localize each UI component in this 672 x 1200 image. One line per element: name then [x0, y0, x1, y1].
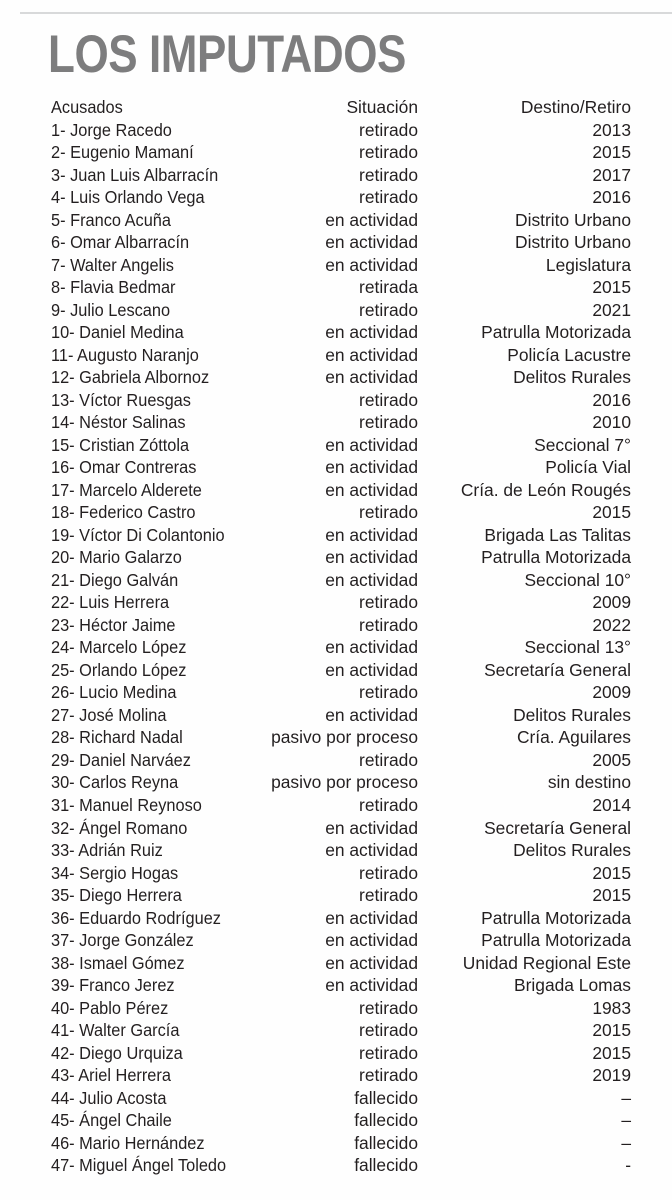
table-row — [0, 974, 672, 997]
cell-index: 9- — [51, 299, 66, 320]
cell-situation: en actividad — [325, 907, 418, 928]
cell-situation: retirado — [359, 997, 418, 1018]
cell-accused-name: Pablo Pérez — [79, 997, 169, 1018]
cell-index: 24- — [51, 637, 75, 658]
cell-index: 29- — [51, 749, 75, 770]
cell-accused-name: Luis Orlando Vega — [70, 187, 205, 208]
cell-destination: Patrulla Motorizada — [481, 547, 631, 568]
table-row — [0, 794, 672, 817]
table-row — [0, 456, 672, 479]
cell-situation: retirado — [359, 389, 418, 410]
cell-accused-name: Eugenio Mamaní — [70, 142, 194, 163]
cell-situation: fallecido — [354, 1132, 418, 1153]
cell-situation: en actividad — [325, 457, 418, 478]
table-row — [0, 569, 672, 592]
table-row — [0, 366, 672, 389]
cell-situation: retirado — [359, 412, 418, 433]
cell-accused-name: Víctor Ruesgas — [79, 389, 191, 410]
cell-accused-name: José Molina — [79, 704, 167, 725]
table-row — [0, 997, 672, 1020]
cell-situation: en actividad — [325, 322, 418, 343]
cell-accused-name: Ángel Romano — [79, 817, 188, 838]
cell-accused-name: Walter Angelis — [70, 254, 174, 275]
cell-destination: Legislatura — [545, 254, 631, 275]
cell-accused-name: Jorge Racedo — [70, 119, 172, 140]
cell-situation: en actividad — [325, 367, 418, 388]
cell-destination: Patrulla Motorizada — [481, 322, 631, 343]
cell-destination: Patrulla Motorizada — [481, 930, 631, 951]
table-row — [0, 344, 672, 367]
table-row — [0, 1132, 672, 1155]
table-row — [0, 389, 672, 412]
table-row — [0, 164, 672, 187]
table-row — [0, 726, 672, 749]
cell-destination: Brigada Las Talitas — [484, 524, 631, 545]
cell-accused-name: Marcelo Alderete — [79, 479, 202, 500]
cell-accused-name: Diego Urquiza — [79, 1042, 183, 1063]
table-row — [0, 299, 672, 322]
cell-accused-name: Julio Lescano — [70, 299, 171, 320]
cell-destination: Policía Lacustre — [507, 344, 631, 365]
cell-destination: Distrito Urbano — [515, 209, 631, 230]
cell-situation: retirado — [359, 749, 418, 770]
cell-situation: en actividad — [325, 232, 418, 253]
cell-index: 34- — [51, 862, 75, 883]
cell-index: 25- — [51, 659, 75, 680]
cell-index: 4- — [51, 187, 66, 208]
cell-situation: retirada — [359, 277, 418, 298]
cell-destination: 2015 — [592, 885, 631, 906]
cell-index: 31- — [51, 794, 75, 815]
cell-destination: 2015 — [592, 1042, 631, 1063]
cell-accused-name: Augusto Naranjo — [77, 344, 199, 365]
table-row — [0, 952, 672, 975]
cell-accused-name: Omar Contreras — [79, 457, 197, 478]
cell-situation: en actividad — [325, 930, 418, 951]
cell-destination: 2016 — [592, 389, 631, 410]
table-row — [0, 681, 672, 704]
table-row — [0, 749, 672, 772]
cell-accused-name: Daniel Narváez — [79, 749, 191, 770]
cell-index: 10- — [51, 322, 75, 343]
cell-destination: Delitos Rurales — [513, 840, 631, 861]
table-row — [0, 479, 672, 502]
table-row — [0, 659, 672, 682]
cell-index: 28- — [51, 727, 75, 748]
cell-accused-name: Marcelo López — [79, 637, 187, 658]
table-row — [0, 501, 672, 524]
cell-destination: – — [621, 1132, 631, 1153]
table-body — [0, 119, 672, 1177]
cell-accused-name: Ariel Herrera — [78, 1065, 171, 1086]
cell-situation: retirado — [359, 502, 418, 523]
table-row — [0, 1154, 672, 1177]
cell-destination: sin destino — [547, 772, 631, 793]
cell-situation: en actividad — [325, 254, 418, 275]
cell-accused-name: Mario Hernández — [79, 1132, 205, 1153]
cell-destination: 2016 — [592, 187, 631, 208]
cell-accused-name: Jorge González — [79, 930, 194, 951]
cell-destination: Cría. de León Rougés — [460, 479, 631, 500]
cell-situation: en actividad — [325, 479, 418, 500]
table-row — [0, 411, 672, 434]
cell-destination: 2005 — [592, 749, 631, 770]
cell-destination: 2022 — [592, 614, 631, 635]
cell-index: 41- — [51, 1020, 75, 1041]
cell-destination: Seccional 7° — [534, 434, 631, 455]
cell-situation: fallecido — [354, 1110, 418, 1131]
cell-accused-name: Ángel Chaile — [79, 1110, 172, 1131]
cell-index: 37- — [51, 930, 75, 951]
cell-situation: retirado — [359, 682, 418, 703]
cell-index: 30- — [51, 772, 75, 793]
table-row — [0, 524, 672, 547]
cell-situation: en actividad — [325, 840, 418, 861]
cell-index: 26- — [51, 682, 75, 703]
cell-index: 38- — [51, 952, 75, 973]
cell-situation: en actividad — [325, 952, 418, 973]
cell-index: 43- — [51, 1065, 75, 1086]
cell-index: 12- — [51, 367, 75, 388]
cell-accused-name: Walter García — [79, 1020, 180, 1041]
table-row — [0, 276, 672, 299]
cell-destination: Distrito Urbano — [515, 232, 631, 253]
table-row — [0, 839, 672, 862]
cell-index: 40- — [51, 997, 75, 1018]
cell-accused-name: Gabriela Albornoz — [79, 367, 210, 388]
cell-accused-name: Luis Herrera — [79, 592, 170, 613]
cell-index: 11- — [51, 344, 74, 365]
cell-destination: Delitos Rurales — [513, 704, 631, 725]
table-row — [0, 771, 672, 794]
cell-accused-name: Ismael Gómez — [79, 952, 185, 973]
cell-accused-name: Héctor Jaime — [79, 614, 176, 635]
table-row — [0, 1109, 672, 1132]
cell-destination: – — [621, 1110, 631, 1131]
cell-situation: en actividad — [325, 209, 418, 230]
cell-situation: en actividad — [325, 659, 418, 680]
table-row — [0, 546, 672, 569]
cell-accused-name: Orlando López — [79, 659, 187, 680]
cell-destination: Brigada Lomas — [514, 975, 631, 996]
cell-destination: 2013 — [592, 119, 631, 140]
cell-accused-name: Víctor Di Colantonio — [79, 524, 225, 545]
cell-index: 45- — [51, 1110, 75, 1131]
cell-index: 46- — [51, 1132, 75, 1153]
cell-index: 15- — [51, 434, 75, 455]
cell-situation: en actividad — [325, 434, 418, 455]
cell-accused-name: Cristian Zóttola — [79, 434, 190, 455]
cell-situation: retirado — [359, 862, 418, 883]
cell-accused-name: Diego Galván — [79, 569, 179, 590]
cell-situation: en actividad — [325, 344, 418, 365]
cell-situation: pasivo por proceso — [271, 727, 418, 748]
cell-accused-name: Daniel Medina — [79, 322, 184, 343]
table-row — [0, 929, 672, 952]
cell-index: 2- — [51, 142, 66, 163]
cell-destination: Cría. Aguilares — [516, 727, 631, 748]
cell-situation: retirado — [359, 119, 418, 140]
cell-situation: en actividad — [325, 637, 418, 658]
cell-index: 47- — [51, 1155, 75, 1176]
cell-index: 22- — [51, 592, 75, 613]
cell-index: 17- — [51, 479, 75, 500]
cell-situation: retirado — [359, 164, 418, 185]
cell-destination: 1983 — [592, 997, 631, 1018]
cell-destination: 2015 — [592, 1020, 631, 1041]
table-row — [0, 1087, 672, 1110]
cell-index: 42- — [51, 1042, 75, 1063]
cell-accused-name: Eduardo Rodríguez — [79, 907, 221, 928]
cell-destination: Delitos Rurales — [513, 367, 631, 388]
cell-index: 7- — [51, 254, 66, 275]
cell-accused-name: Franco Jerez — [79, 975, 175, 996]
cell-destination: Patrulla Motorizada — [481, 907, 631, 928]
cell-destination: 2015 — [592, 862, 631, 883]
column-header-destination: Destino/Retiro — [520, 97, 631, 117]
cell-accused-name: Federico Castro — [79, 502, 196, 523]
cell-index: 18- — [51, 502, 75, 523]
table-row — [0, 141, 672, 164]
table-row — [0, 636, 672, 659]
column-header-situation: Situación — [346, 97, 418, 117]
table-row — [0, 862, 672, 885]
cell-destination: – — [621, 1087, 631, 1108]
cell-index: 5- — [51, 209, 66, 230]
table-row — [0, 614, 672, 637]
cell-accused-name: Miguel Ángel Toledo — [79, 1155, 227, 1176]
cell-accused-name: Manuel Reynoso — [79, 794, 202, 815]
table-row — [0, 209, 672, 232]
cell-index: 6- — [51, 232, 66, 253]
cell-accused-name: Mario Galarzo — [79, 547, 182, 568]
cell-index: 8- — [51, 277, 66, 298]
table-row — [0, 907, 672, 930]
cell-index: 16- — [51, 457, 75, 478]
cell-index: 21- — [51, 569, 75, 590]
cell-accused-name: Omar Albarracín — [70, 232, 190, 253]
cell-index: 35- — [51, 885, 75, 906]
cell-situation: retirado — [359, 142, 418, 163]
cell-situation: en actividad — [325, 569, 418, 590]
cell-situation: retirado — [359, 1042, 418, 1063]
cell-situation: en actividad — [325, 817, 418, 838]
cell-destination: 2015 — [592, 502, 631, 523]
cell-situation: en actividad — [325, 704, 418, 725]
table-row — [0, 254, 672, 277]
cell-situation: fallecido — [354, 1155, 418, 1176]
cell-accused-name: Flavia Bedmar — [70, 277, 176, 298]
table-row — [0, 884, 672, 907]
cell-destination: Policía Vial — [545, 457, 631, 478]
cell-situation: en actividad — [325, 975, 418, 996]
cell-situation: fallecido — [354, 1087, 418, 1108]
table-row — [0, 231, 672, 254]
table-row — [0, 119, 672, 142]
cell-index: 1- — [51, 119, 66, 140]
cell-index: 23- — [51, 614, 75, 635]
table-row — [0, 186, 672, 209]
cell-destination: 2010 — [592, 412, 631, 433]
cell-destination: 2015 — [592, 277, 631, 298]
cell-situation: retirado — [359, 1020, 418, 1041]
table-row — [0, 321, 672, 344]
cell-accused-name: Richard Nadal — [79, 727, 183, 748]
cell-destination: Unidad Regional Este — [462, 952, 631, 973]
page-title: LOS IMPUTADOS — [48, 25, 406, 84]
cell-situation: retirado — [359, 187, 418, 208]
cell-accused-name: Julio Acosta — [79, 1087, 167, 1108]
accused-table — [0, 96, 672, 1177]
table-row — [0, 817, 672, 840]
cell-destination: Seccional 13° — [524, 637, 631, 658]
cell-index: 36- — [51, 907, 75, 928]
cell-destination: 2009 — [592, 682, 631, 703]
table-row — [0, 1019, 672, 1042]
cell-accused-name: Néstor Salinas — [79, 412, 186, 433]
cell-destination: 2015 — [592, 142, 631, 163]
cell-accused-name: Adrián Ruiz — [78, 840, 163, 861]
cell-index: 39- — [51, 975, 75, 996]
cell-accused-name: Juan Luis Albarracín — [70, 164, 219, 185]
cell-situation: retirado — [359, 794, 418, 815]
cell-index: 33- — [51, 840, 75, 861]
cell-destination: Secretaría General — [484, 817, 631, 838]
cell-index: 20- — [51, 547, 75, 568]
cell-destination: 2009 — [592, 592, 631, 613]
cell-index: 14- — [51, 412, 75, 433]
cell-situation: en actividad — [325, 524, 418, 545]
top-divider-rule — [20, 12, 672, 14]
cell-destination: 2017 — [592, 164, 631, 185]
cell-accused-name: Carlos Reyna — [79, 772, 179, 793]
table-row — [0, 591, 672, 614]
table-header-row — [0, 96, 672, 119]
cell-destination: 2014 — [592, 794, 631, 815]
table-row — [0, 704, 672, 727]
cell-situation: retirado — [359, 1065, 418, 1086]
cell-index: 32- — [51, 817, 75, 838]
cell-destination: - — [625, 1155, 631, 1176]
table-row — [0, 1042, 672, 1065]
cell-accused-name: Franco Acuña — [70, 209, 171, 230]
cell-index: 3- — [51, 164, 66, 185]
column-header-accused: Acusados — [51, 97, 123, 117]
cell-accused-name: Diego Herrera — [79, 885, 182, 906]
cell-situation: retirado — [359, 885, 418, 906]
cell-index: 27- — [51, 704, 75, 725]
cell-accused-name: Sergio Hogas — [79, 862, 179, 883]
cell-situation: retirado — [359, 614, 418, 635]
cell-destination: 2019 — [592, 1065, 631, 1086]
cell-situation: retirado — [359, 299, 418, 320]
cell-destination: Seccional 10° — [524, 569, 631, 590]
cell-destination: 2021 — [592, 299, 631, 320]
cell-situation: en actividad — [325, 547, 418, 568]
cell-index: 44- — [51, 1087, 75, 1108]
cell-index: 19- — [51, 524, 75, 545]
cell-destination: Secretaría General — [484, 659, 631, 680]
table-row — [0, 434, 672, 457]
cell-situation: retirado — [359, 592, 418, 613]
cell-accused-name: Lucio Medina — [79, 682, 177, 703]
table-row — [0, 1064, 672, 1087]
cell-situation: pasivo por proceso — [271, 772, 418, 793]
cell-index: 13- — [51, 389, 75, 410]
